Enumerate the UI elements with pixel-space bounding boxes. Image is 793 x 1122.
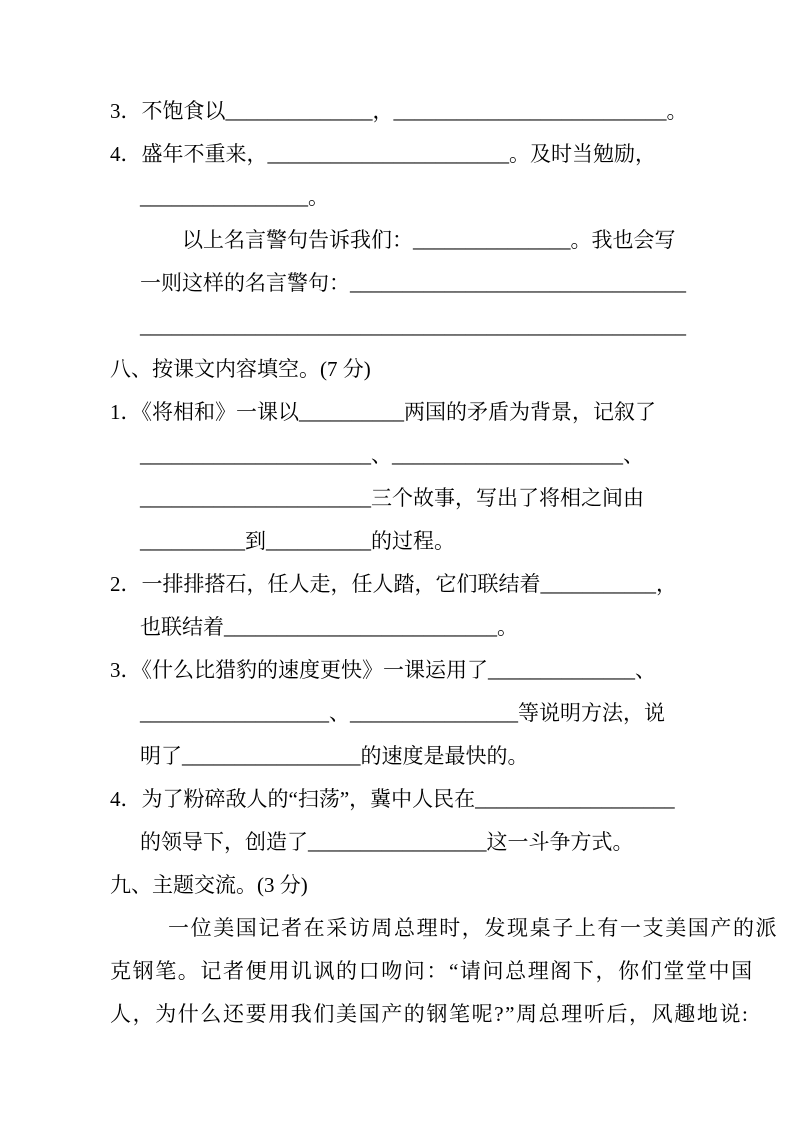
text-line: ____________________________________________________ (140, 314, 686, 338)
text-line: ______________________三个故事，写出了将相之间由 (140, 486, 644, 510)
text-line: 3．不饱食以______________，__________________________。 (110, 99, 688, 123)
text-line: 的领导下，创造了_________________这一斗争方式。 (140, 830, 634, 854)
text-line: 也联结着__________________________。 (140, 615, 518, 639)
text-line: 4．为了粉碎敌人的“扫荡”，冀中人民在___________________ (110, 787, 675, 811)
text-line: 以上名言警句告诉我们：_______________。我也会写 (182, 228, 676, 252)
text-line: 克钢笔。记者便用讥讽的口吻问：“请问总理阁下，你们堂堂中国 (110, 959, 754, 983)
text-line: ______________________、______________________、 (140, 443, 644, 467)
section-heading: 九、主题交流。(3 分) (110, 873, 308, 897)
text-line: 2．一排排搭石，任人走，任人踏，它们联结着___________， (110, 572, 677, 596)
text-line: ________________。 (140, 185, 329, 209)
section-heading: 八、按课文内容填空。(7 分) (110, 357, 371, 381)
text-line: 3．《什么比猎豹的速度更快》一课运用了______________、 (110, 658, 656, 682)
text-line: 明了_________________的速度是最快的。 (140, 744, 529, 768)
text-line: __________________、________________等说明方法，说 (140, 701, 665, 725)
text-line: 1．《将相和》一课以__________两国的矛盾为背景，记叙了 (110, 400, 656, 424)
text-line: 人，为什么还要用我们美国产的钢笔呢?”周总理听后，风趣地说: (110, 1002, 750, 1026)
text-line: 4．盛年不重来，_______________________。及时当勉励， (110, 142, 656, 166)
text-line: 一则这样的名言警句：________________________________ (140, 271, 686, 295)
text-line: 一位美国记者在采访周总理时，发现桌子上有一支美国产的派 (168, 916, 779, 940)
text-line: __________到__________的过程。 (140, 529, 455, 553)
